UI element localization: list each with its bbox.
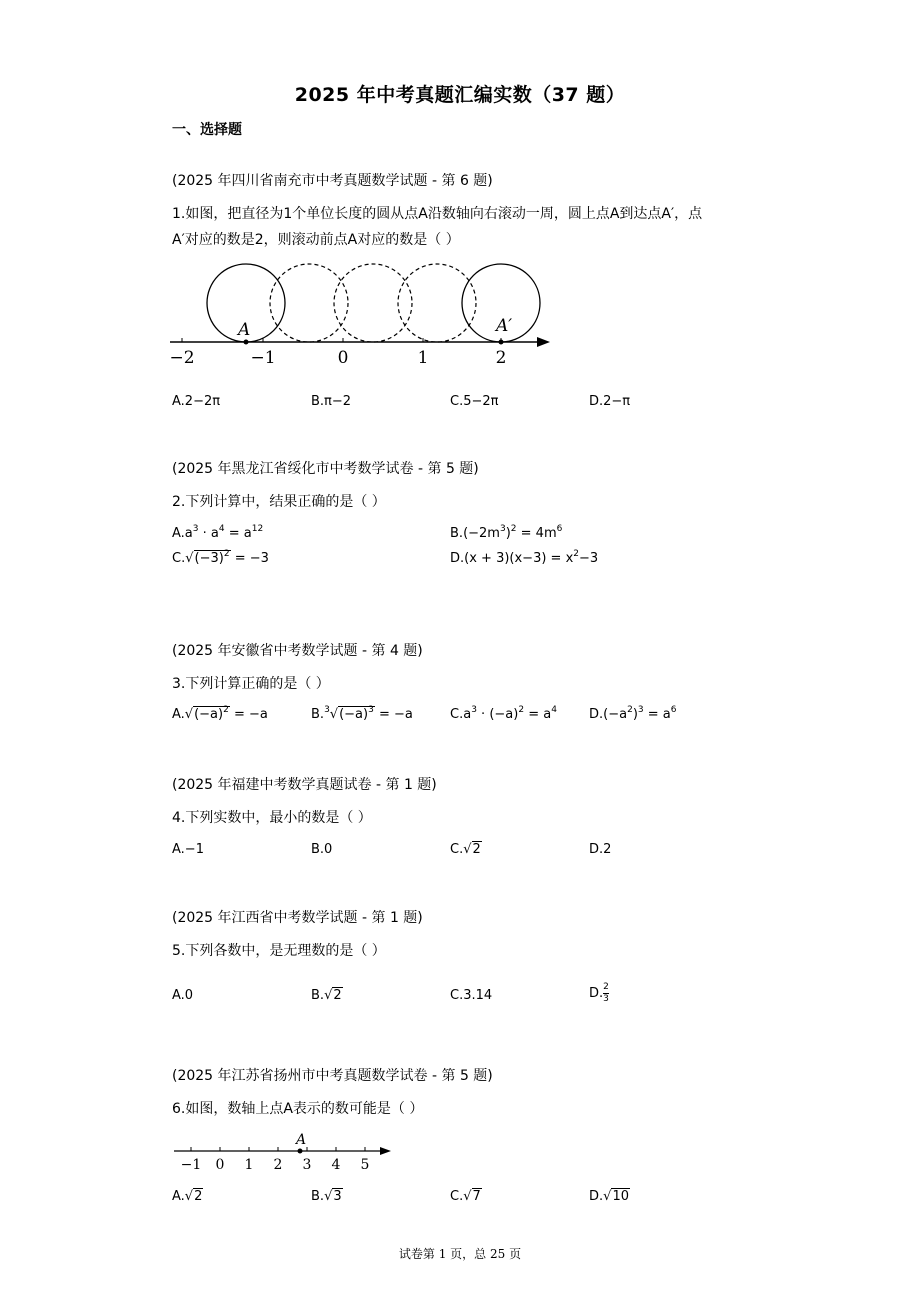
- q1-axis-arrow: [537, 337, 550, 347]
- q2-stem: 2.下列计算中，结果正确的是（ ）: [172, 494, 386, 510]
- q6-tick-label: 0: [215, 1157, 225, 1173]
- q6-tick-label: 5: [360, 1157, 370, 1173]
- q3-stem: 3.下列计算正确的是（ ）: [172, 676, 330, 692]
- radical-sign: √: [184, 1189, 194, 1204]
- q2-option-b: $B.(-2m^3)^2 = 4m^6$: [450, 524, 563, 541]
- q5-option-c: C.3.14: [450, 988, 493, 1003]
- q1-stem-line1: 1.如图，把直径为1个单位长度的圆从点A沿数轴向右滚动一周，圆上点A到达点A′，点: [172, 206, 703, 222]
- q6-number-line-figure: [170, 1128, 395, 1176]
- q6-option-a: A.√2: [172, 1189, 203, 1204]
- q6-option-d: D.√10: [589, 1189, 629, 1204]
- q6-point-a-dot: [298, 1149, 303, 1154]
- radical-sign: √: [329, 707, 339, 722]
- q4-option-b: B.0: [311, 842, 333, 857]
- q1-dashed-circle: [334, 264, 412, 342]
- q1-tick-label: −2: [169, 348, 195, 368]
- q6-tick-label: 2: [273, 1157, 283, 1173]
- page-title: 2025 年中考真题汇编实数（37 题）: [294, 84, 626, 106]
- q3-option-b: $B.^3√(-a)^3 = -a$: [311, 705, 413, 722]
- page-footer: 试卷第 1 页，总 25 页: [398, 1247, 522, 1261]
- q1-tick-label: 0: [337, 348, 349, 368]
- q5-option-a: A.0: [172, 988, 194, 1003]
- q6-tick-label: 3: [302, 1157, 312, 1173]
- q1-source: (2025 年四川省南充市中考真题数学试题 - 第 6 题): [172, 173, 493, 189]
- radical-sign: √: [185, 551, 194, 566]
- radical-sign: √: [324, 1189, 333, 1204]
- q1-tick-label: 1: [417, 348, 429, 368]
- q6-option-c: C.√7: [450, 1189, 481, 1204]
- q6-tick-label: −1: [180, 1157, 202, 1173]
- q1-point-a-label: A: [238, 320, 251, 340]
- q4-option-a: A.−1: [172, 842, 204, 857]
- q2-option-c: $C.√(-3)^2 = -3$: [172, 549, 269, 566]
- fraction: $\frac{2}{3}$: [603, 982, 609, 1004]
- q1-point-a-prime-label: A′: [496, 316, 513, 336]
- radical-sign: √: [463, 842, 472, 857]
- q1-dashed-circle: [270, 264, 348, 342]
- q3-option-d: $D.(-a^2)^3 = a^6$: [589, 705, 677, 722]
- q6-option-b: B.√3: [311, 1189, 342, 1204]
- q1-option-c: C.5−2π: [450, 394, 499, 409]
- q1-tick-label: −1: [250, 348, 276, 368]
- q4-stem: 4.下列实数中，最小的数是（ ）: [172, 810, 372, 826]
- q1-option-a: A.2−2π: [172, 394, 221, 409]
- q6-axis-arrow: [380, 1147, 391, 1155]
- q1-rolling-circle-figure: [165, 258, 560, 373]
- q6-tick-label: 1: [244, 1157, 254, 1173]
- q1-point-a-prime-dot: [499, 340, 504, 345]
- q3-option-c: $C.a^3 \cdot (-a)^2 = a^4$: [450, 705, 557, 722]
- q5-source: (2025 年江西省中考数学试题 - 第 1 题): [172, 910, 423, 926]
- q6-tick-label: 4: [331, 1157, 341, 1173]
- q4-option-c: C.√2: [450, 842, 481, 857]
- radical-sign: √: [184, 707, 194, 722]
- q6-source: (2025 年江苏省扬州市中考真题数学试卷 - 第 5 题): [172, 1068, 493, 1084]
- radical-sign: √: [603, 1189, 612, 1204]
- radical-sign: √: [324, 988, 333, 1003]
- q1-tick-label: 2: [495, 348, 507, 368]
- q5-option-d: D. $\frac{2}{3}$: [589, 982, 609, 1004]
- q2-source: (2025 年黑龙江省绥化市中考数学试卷 - 第 5 题): [172, 461, 479, 477]
- q3-option-a: $A.√(-a)^2 = -a$: [172, 705, 268, 722]
- radical-sign: √: [463, 1189, 472, 1204]
- q1-dashed-circle: [398, 264, 476, 342]
- radical-index: 3: [324, 705, 330, 715]
- q1-point-a-dot: [244, 340, 249, 345]
- q6-stem: 6.如图，数轴上点A表示的数可能是（ ）: [172, 1101, 424, 1117]
- q3-source: (2025 年安徽省中考数学试题 - 第 4 题): [172, 643, 423, 659]
- q5-stem: 5.下列各数中，是无理数的是（ ）: [172, 943, 386, 959]
- q2-option-a: $A.a^3 \cdot a^4 = a^{12}$: [172, 524, 264, 541]
- q2-option-d: $D.(x + 3)(x-3) = x^2-3$: [450, 549, 599, 566]
- q6-point-a-label: A: [296, 1132, 307, 1148]
- q4-source: (2025 年福建中考数学真题试卷 - 第 1 题): [172, 777, 437, 793]
- q4-option-d: D.2: [589, 842, 612, 857]
- q1-stem-line2: A′对应的数是2，则滚动前点A对应的数是（ ）: [172, 232, 460, 248]
- section-heading: 一、选择题: [172, 122, 242, 138]
- q1-option-d: D.2−π: [589, 394, 631, 409]
- q1-option-b: B.π−2: [311, 394, 352, 409]
- q5-option-b: B.√2: [311, 988, 342, 1003]
